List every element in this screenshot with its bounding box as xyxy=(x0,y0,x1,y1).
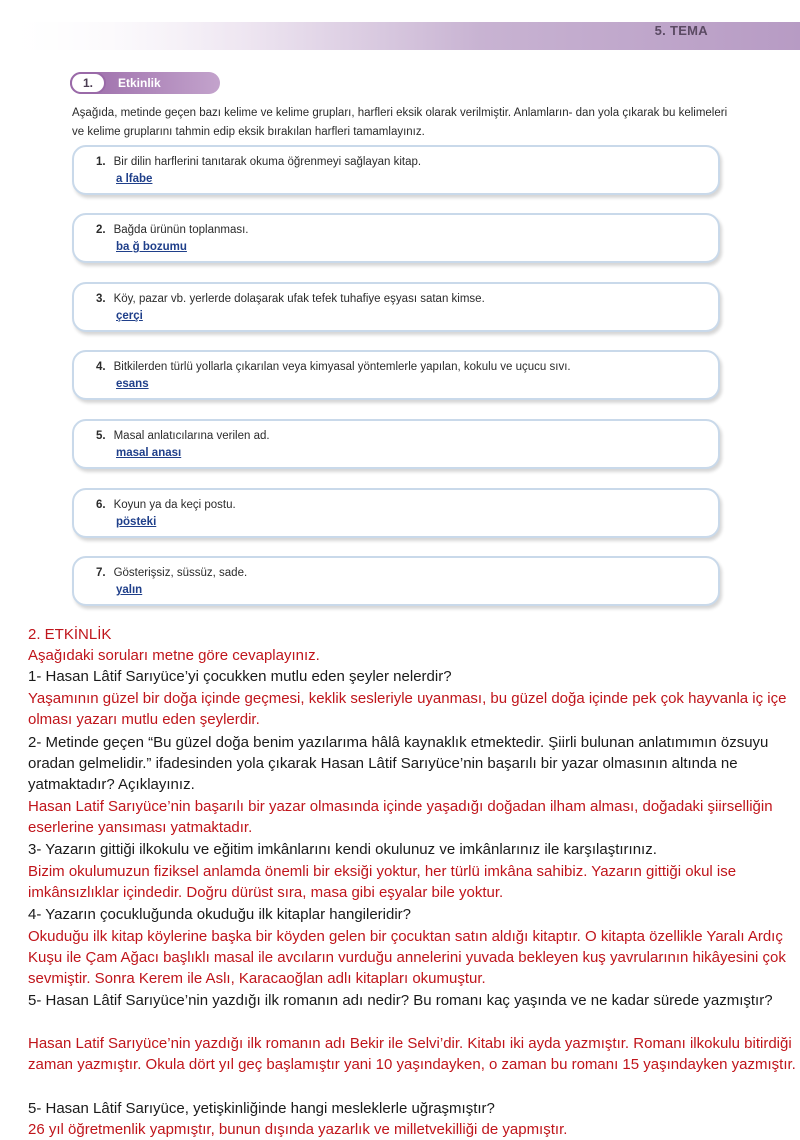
question-card-5 xyxy=(72,419,720,469)
answer-text: çerçi xyxy=(116,310,143,322)
header-band-fade xyxy=(0,22,230,50)
question-card-2 xyxy=(72,213,720,263)
activity-title: Etkinlik xyxy=(118,76,161,90)
answer-text: esans xyxy=(116,378,149,390)
question-number: 7. xyxy=(96,567,106,579)
answer-3: Bizim okulumuzun fiziksel anlamda önemli bir eksiği yoktur, her türlü imkâna sahibiz. Yazarın gittiği okul ise imkânsızlıklar içindedir. Doğru dürüst sıra, masa gibi eşyalar bile yoktur. xyxy=(28,863,737,901)
activity-intro: Aşağıda, metinde geçen bazı kelime ve kelime grupları, harfleri eksik olarak verilmiştir. Anlamların- dan yola çıkarak bu kelimeleri ve kelime gruplarını tahmin edip eksik bırakılan harfleri tamamlayınız. xyxy=(72,107,728,138)
question-card-6 xyxy=(72,488,720,538)
question-text: Bir dilin harflerini tanıtarak okuma öğrenmeyi sağlayan kitap. xyxy=(113,156,422,168)
answer-6: 26 yıl öğretmenlik yapmıştır, bunun dışında yazarlık ve milletvekilliği de yapmıştır. xyxy=(28,1121,568,1138)
question-5: 5- Hasan Lâtif Sarıyüce’nin yazdığı ilk romanın adı nedir? Bu romanı kaç yaşında ve ne kadar sürede yazmıştır? xyxy=(28,992,773,1009)
activity2-title: 2. ETKİNLİK xyxy=(28,626,112,643)
question-text: Bitkilerden türlü yollarla çıkarılan veya kimyasal yöntemlerle yapılan, kokulu ve uçucu sıvı. xyxy=(113,361,571,373)
question-number: 1. xyxy=(96,156,106,168)
question-text: Koyun ya da keçi postu. xyxy=(113,499,236,511)
question-card-3 xyxy=(72,282,720,332)
question-number: 3. xyxy=(96,293,106,305)
question-text: Gösterişsiz, süssüz, sade. xyxy=(113,567,248,579)
question-number: 2. xyxy=(96,224,106,236)
answer-text: ba ğ bozumu xyxy=(116,241,187,253)
question-card-1 xyxy=(72,145,720,195)
question-number: 4. xyxy=(96,361,106,373)
question-6: 5- Hasan Lâtif Sarıyüce, yetişkinliğinde hangi mesleklerle uğraşmıştır? xyxy=(28,1100,495,1117)
question-number: 5. xyxy=(96,430,106,442)
answer-text: a lfabe xyxy=(116,173,153,185)
question-3: 3- Yazarın gittiği ilkokulu ve eğitim imkânlarını kendi okulunuz ve imkânlarınız ile karşılaştırınız. xyxy=(28,841,657,858)
question-1: 1- Hasan Lâtif Sarıyüce’yi çocukken mutlu eden şeyler nelerdir? xyxy=(28,668,452,685)
answer-4: Okuduğu ilk kitap köylerine başka bir köyden gelen bir çocuktan satın aldığı kitaptır. O kitapta özellikle Yaralı Ardıç Kuşu ile Çam Ağacı başlıklı masal ile avcıların vurduğu annelerini yuvada bekleyen kuş yavrularının hikâyesini çok sevmiştir. Sonra Kerem ile Aslı, Karacaoğlan adlı kitapları okumuştur. xyxy=(28,928,786,987)
answer-5: Hasan Latif Sarıyüce’nin yazdığı ilk romanın adı Bekir ile Selvi’dir. Kitabı iki ayda yazmıştır. Romanı ilkokulu bitirdiği zaman yazmıştır. Okula dört yıl geç başlamıştır yani 10 yaşındayken, o zaman bu romanı 15 yaşındayken yazmıştır. xyxy=(28,1035,796,1073)
activity2-instruction: Aşağıdaki soruları metne göre cevaplayınız. xyxy=(28,647,320,664)
answer-1: Yaşamının güzel bir doğa içinde geçmesi, keklik sesleriyle uyanması, bu güzel doğa içinde pek çok hayvanla iç içe olması yazarı mutlu eden şeylerdir. xyxy=(28,690,787,728)
answer-text: masal anası xyxy=(116,447,182,459)
activity-number: 1. xyxy=(70,72,106,94)
question-2: 2- Metinde geçen “Bu güzel doğa benim yazılarıma hâlâ kaynaklık etmektedir. Şiirli bulunan anlatımımın özsuyu oradan gelmelidir.” ifadesinden yola çıkarak Hasan Lâtif Sarıyüce’nin başarılı bir yazar olmasının altında ne yatmaktadır? Açıklayınız. xyxy=(28,734,769,793)
question-text: Köy, pazar vb. yerlerde dolaşarak ufak tefek tuhafiye eşyası satan kimse. xyxy=(113,293,485,305)
question-card-7 xyxy=(72,556,720,606)
question-card-4 xyxy=(72,350,720,400)
question-text: Bağda ürünün toplanması. xyxy=(113,224,249,236)
tema-label: 5. TEMA xyxy=(654,23,708,38)
question-text: Masal anlatıcılarına verilen ad. xyxy=(113,430,270,442)
question-4: 4- Yazarın çocukluğunda okuduğu ilk kitaplar hangileridir? xyxy=(28,906,412,923)
question-number: 6. xyxy=(96,499,106,511)
answer-text: yalın xyxy=(116,584,143,596)
answer-2: Hasan Latif Sarıyüce’nin başarılı bir yazar olmasında içinde yaşadığı doğadan ilham alması, doğadaki şiirselliğin eserlerine yansıması yatmaktadır. xyxy=(28,798,773,836)
answer-text: pösteki xyxy=(116,516,157,528)
